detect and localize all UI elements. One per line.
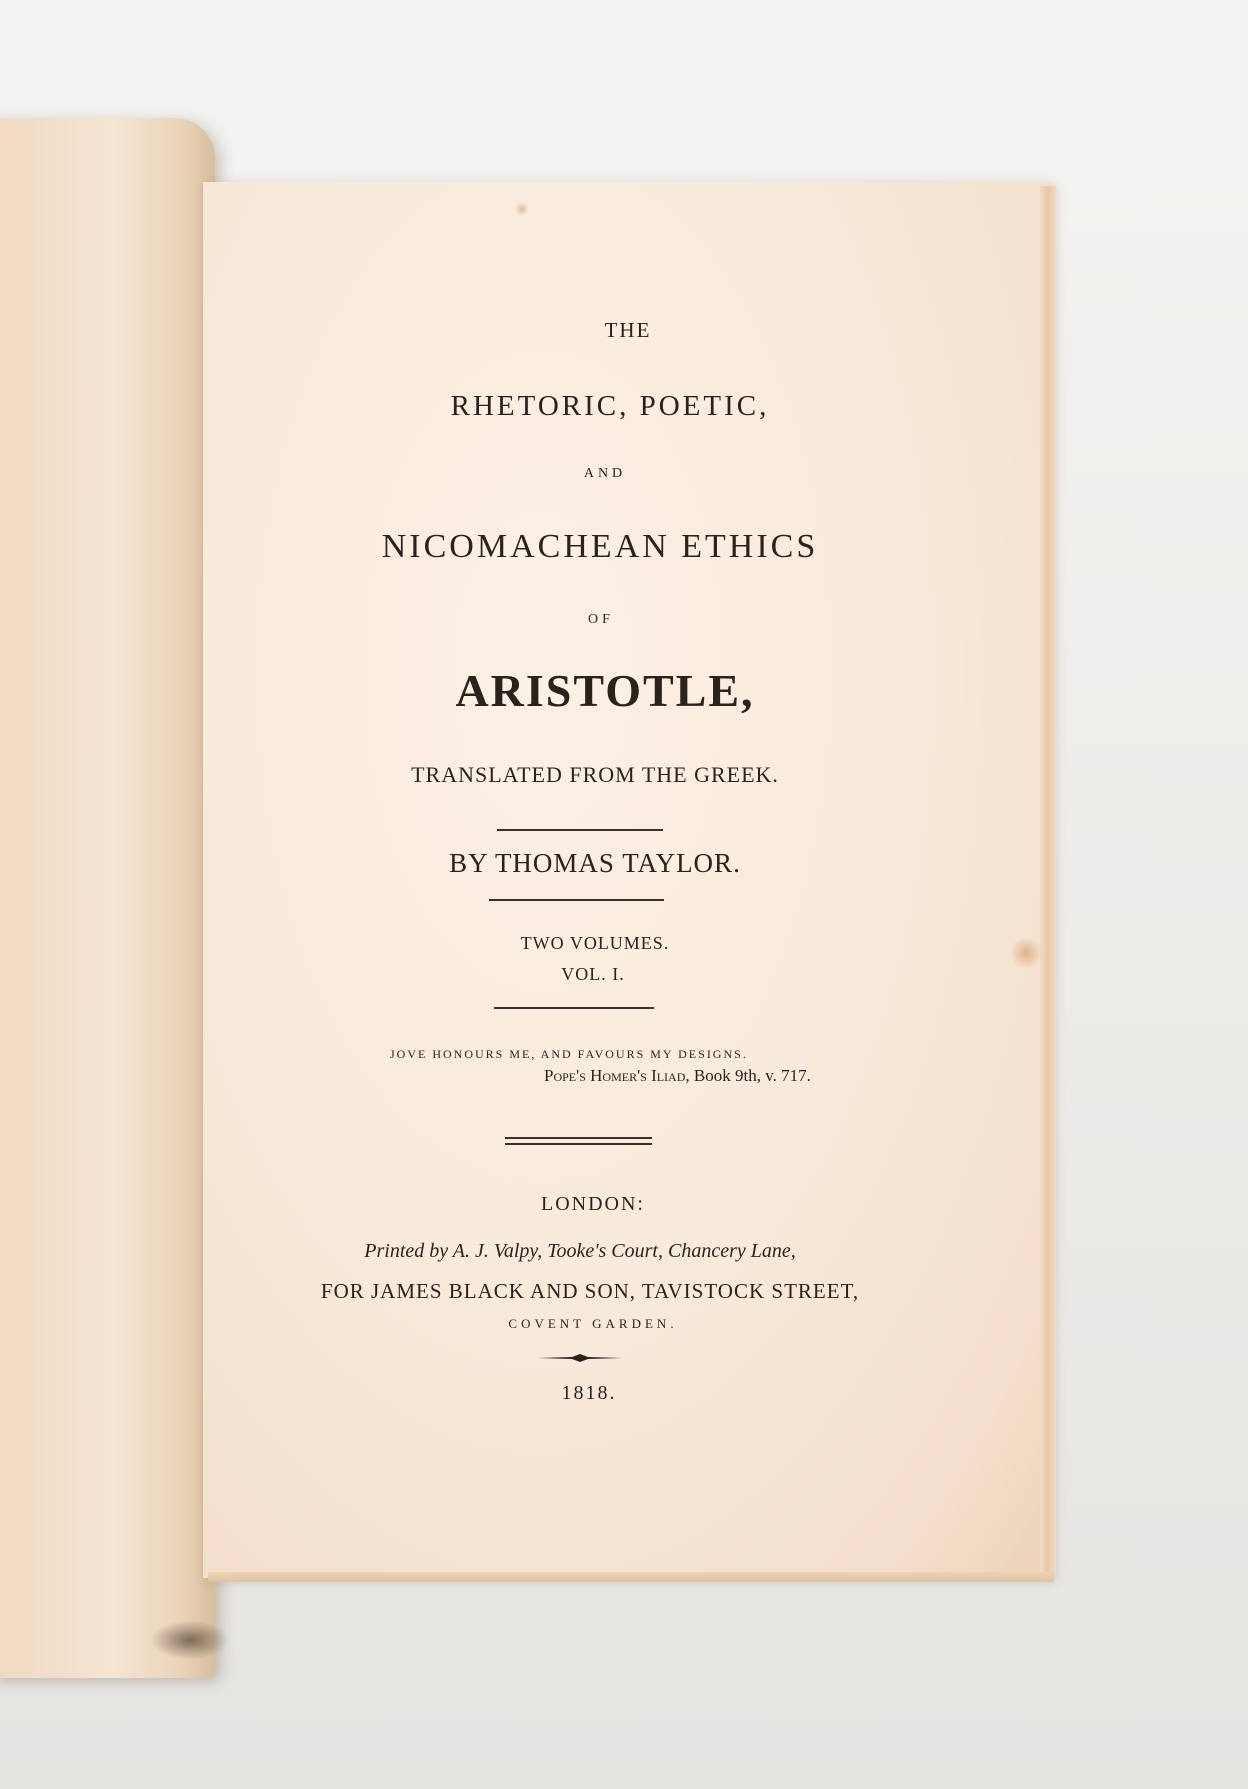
title-author: ARISTOTLE, [455,665,755,716]
title-ethics: NICOMACHEAN ETHICS [381,528,819,565]
imprint-publisher: FOR JAMES BLACK AND SON, TAVISTOCK STREET, [320,1279,860,1303]
title-volumes: TWO VOLUMES. [520,933,670,953]
title-vol: VOL. I. [561,964,625,984]
title-translated: TRANSLATED FROM THE GREEK. [411,762,779,787]
book-cover-shadow [150,1620,230,1660]
facing-page [0,118,215,1678]
rule-below-volumes [494,1007,654,1009]
imprint-year: 1818. [561,1382,617,1404]
title-of: OF [588,612,614,627]
epigraph-quote: JOVE HONOURS ME, AND FAVOURS MY DESIGNS. [390,1047,748,1061]
show-through-text [20,448,31,486]
imprint-printer: Printed by A. J. Valpy, Tooke's Court, Chancery Lane, [364,1240,796,1262]
double-rule [505,1137,652,1145]
imprint-city: LONDON: [541,1193,645,1215]
epigraph-source-pope: Pope's [544,1066,586,1085]
epigraph-source-iliad: Iliad, [651,1066,690,1085]
foxing-spot [515,202,529,216]
rule-above-translator [497,829,663,831]
page-fore-edge [1040,186,1056,1576]
title-the: THE [604,318,652,342]
title-translator: BY THOMAS TAYLOR. [449,848,741,878]
page-bottom-edge [208,1572,1054,1582]
epigraph-source-homer: Homer's [590,1066,647,1085]
rule-below-translator [489,899,664,901]
epigraph-source [544,1066,811,1086]
imprint-location: COVENT GARDEN. [508,1316,678,1331]
title-works: RHETORIC, POETIC, [450,390,770,422]
epigraph-source-rest: Book 9th, v. 717. [693,1066,811,1085]
ornamental-rule [538,1354,622,1362]
title-and: AND [583,466,627,481]
